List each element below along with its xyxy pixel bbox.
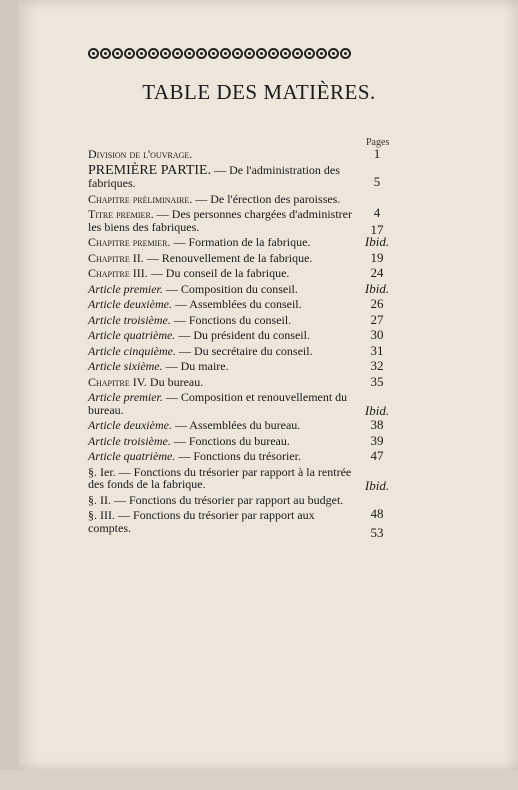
entry-text: — Assemblées du conseil. bbox=[174, 297, 302, 311]
toc-entry bbox=[88, 267, 388, 283]
entry-lead: Article quatrième. bbox=[88, 328, 176, 342]
page-number: 27 bbox=[370, 311, 384, 327]
page-number: 47 bbox=[370, 448, 384, 463]
page-number: 26 bbox=[370, 296, 384, 311]
page-number: 24 bbox=[370, 265, 384, 280]
entry-lead: Chapitre II. bbox=[88, 250, 144, 265]
page-number: Ibid. bbox=[364, 280, 390, 296]
page-number: 48 bbox=[370, 505, 384, 521]
page-number: 5 bbox=[373, 173, 381, 189]
toc-entry bbox=[88, 148, 388, 164]
toc-entry bbox=[88, 280, 390, 299]
toc-entry bbox=[88, 508, 388, 540]
page-title: TABLE DES MATIÈRES. bbox=[142, 80, 376, 104]
toc-entry bbox=[88, 208, 388, 236]
page-edge bbox=[0, 770, 518, 790]
entry-text: — Fonctions du conseil. bbox=[173, 312, 292, 327]
entry-text: — Fonctions du trésorier par rapport à la rentrée des fonds de la fabrique. bbox=[88, 464, 352, 491]
entry-lead: Division de l'ouvrage. bbox=[88, 147, 193, 161]
toc-entry bbox=[88, 450, 388, 466]
pages-column-label: Pages bbox=[366, 137, 390, 148]
page-number: Ibid. bbox=[364, 477, 390, 493]
entry-lead: Chapitre premier. bbox=[88, 235, 171, 249]
entry-text: — Du maire. bbox=[165, 359, 229, 373]
entry-text: — Fonctions du trésorier. bbox=[178, 449, 301, 463]
entry-lead: Article premier. bbox=[88, 281, 163, 296]
page-number: 1 bbox=[373, 146, 381, 161]
entry-text: — Fonctions du trésorier par rapport aux comptes. bbox=[88, 508, 315, 535]
entry-text: — Du secrétaire du conseil. bbox=[178, 343, 313, 358]
page-number: 31 bbox=[370, 342, 384, 358]
page-number: 19 bbox=[370, 249, 384, 265]
page-number: 53 bbox=[370, 525, 384, 540]
entry-lead: Article troisième. bbox=[88, 433, 171, 448]
table-of-contents bbox=[88, 146, 390, 540]
entry-lead: PREMIÈRE PARTIE. bbox=[88, 162, 212, 178]
page-number: Ibid. bbox=[364, 234, 390, 249]
entry-lead: §. Ier. bbox=[88, 464, 116, 479]
entry-lead: Chapitre III. bbox=[88, 266, 148, 280]
toc-entry bbox=[88, 466, 388, 494]
page-number: 38 bbox=[370, 417, 384, 432]
page-number: 4 bbox=[373, 204, 381, 220]
page-number: 17 bbox=[370, 222, 384, 237]
toc-entry bbox=[88, 373, 388, 392]
entry-text: — De l'administration des fabriques. bbox=[88, 162, 340, 190]
toc-entry bbox=[88, 432, 388, 451]
ornament-border bbox=[88, 48, 356, 62]
entry-lead: Article deuxième. bbox=[88, 418, 172, 432]
entry-lead: Article premier. bbox=[88, 390, 163, 404]
toc-entry bbox=[88, 329, 388, 345]
entry-text: — Du conseil de la fabrique. bbox=[150, 266, 290, 280]
entry-text: — Fonctions du bureau. bbox=[173, 433, 290, 448]
toc-entry bbox=[88, 311, 388, 330]
entry-text: Du bureau. bbox=[149, 374, 204, 389]
entry-text: — Assemblées du bureau. bbox=[174, 418, 301, 432]
page-number: Ibid. bbox=[364, 403, 390, 418]
entry-lead: Article cinquième. bbox=[88, 343, 176, 358]
entry-text: — Renouvellement de la fabrique. bbox=[146, 250, 313, 265]
page-number: 30 bbox=[370, 327, 384, 342]
entry-text: — Composition du conseil. bbox=[165, 281, 298, 296]
entry-text: — Des personnes chargées d'administrer les biens des fabriques. bbox=[88, 207, 352, 234]
toc-entry bbox=[88, 298, 388, 314]
page-number: 39 bbox=[370, 432, 384, 448]
entry-lead: §. II. bbox=[88, 492, 111, 507]
toc-entry bbox=[88, 164, 388, 193]
entry-lead: Article quatrième. bbox=[88, 449, 176, 463]
entry-lead: Article troisième. bbox=[88, 312, 171, 327]
entry-text: — Fonctions du trésorier par rapport au budget. bbox=[114, 492, 344, 507]
toc-entry bbox=[88, 391, 388, 419]
toc-entry bbox=[88, 419, 388, 435]
entry-lead: Chapitre préliminaire. bbox=[88, 191, 193, 206]
page-number: 32 bbox=[370, 358, 384, 373]
toc-entry bbox=[88, 236, 388, 252]
entry-lead: Chapitre IV. bbox=[88, 374, 147, 389]
entry-lead: Article sixième. bbox=[88, 359, 163, 373]
entry-text: — De l'érection des paroisses. bbox=[195, 191, 341, 206]
entry-text: — Du président du conseil. bbox=[178, 328, 310, 342]
toc-entry bbox=[88, 249, 388, 268]
entry-text: — Composition et renouvellement du bureau. bbox=[88, 390, 348, 417]
toc-entry bbox=[88, 342, 388, 361]
entry-text: — Formation de la fabrique. bbox=[173, 235, 311, 249]
entry-lead: Article deuxième. bbox=[88, 297, 172, 311]
entry-lead: Titre premier. bbox=[88, 207, 154, 221]
entry-lead: §. III. bbox=[88, 508, 115, 522]
page-number: 35 bbox=[370, 373, 384, 389]
toc-entry bbox=[88, 360, 388, 376]
